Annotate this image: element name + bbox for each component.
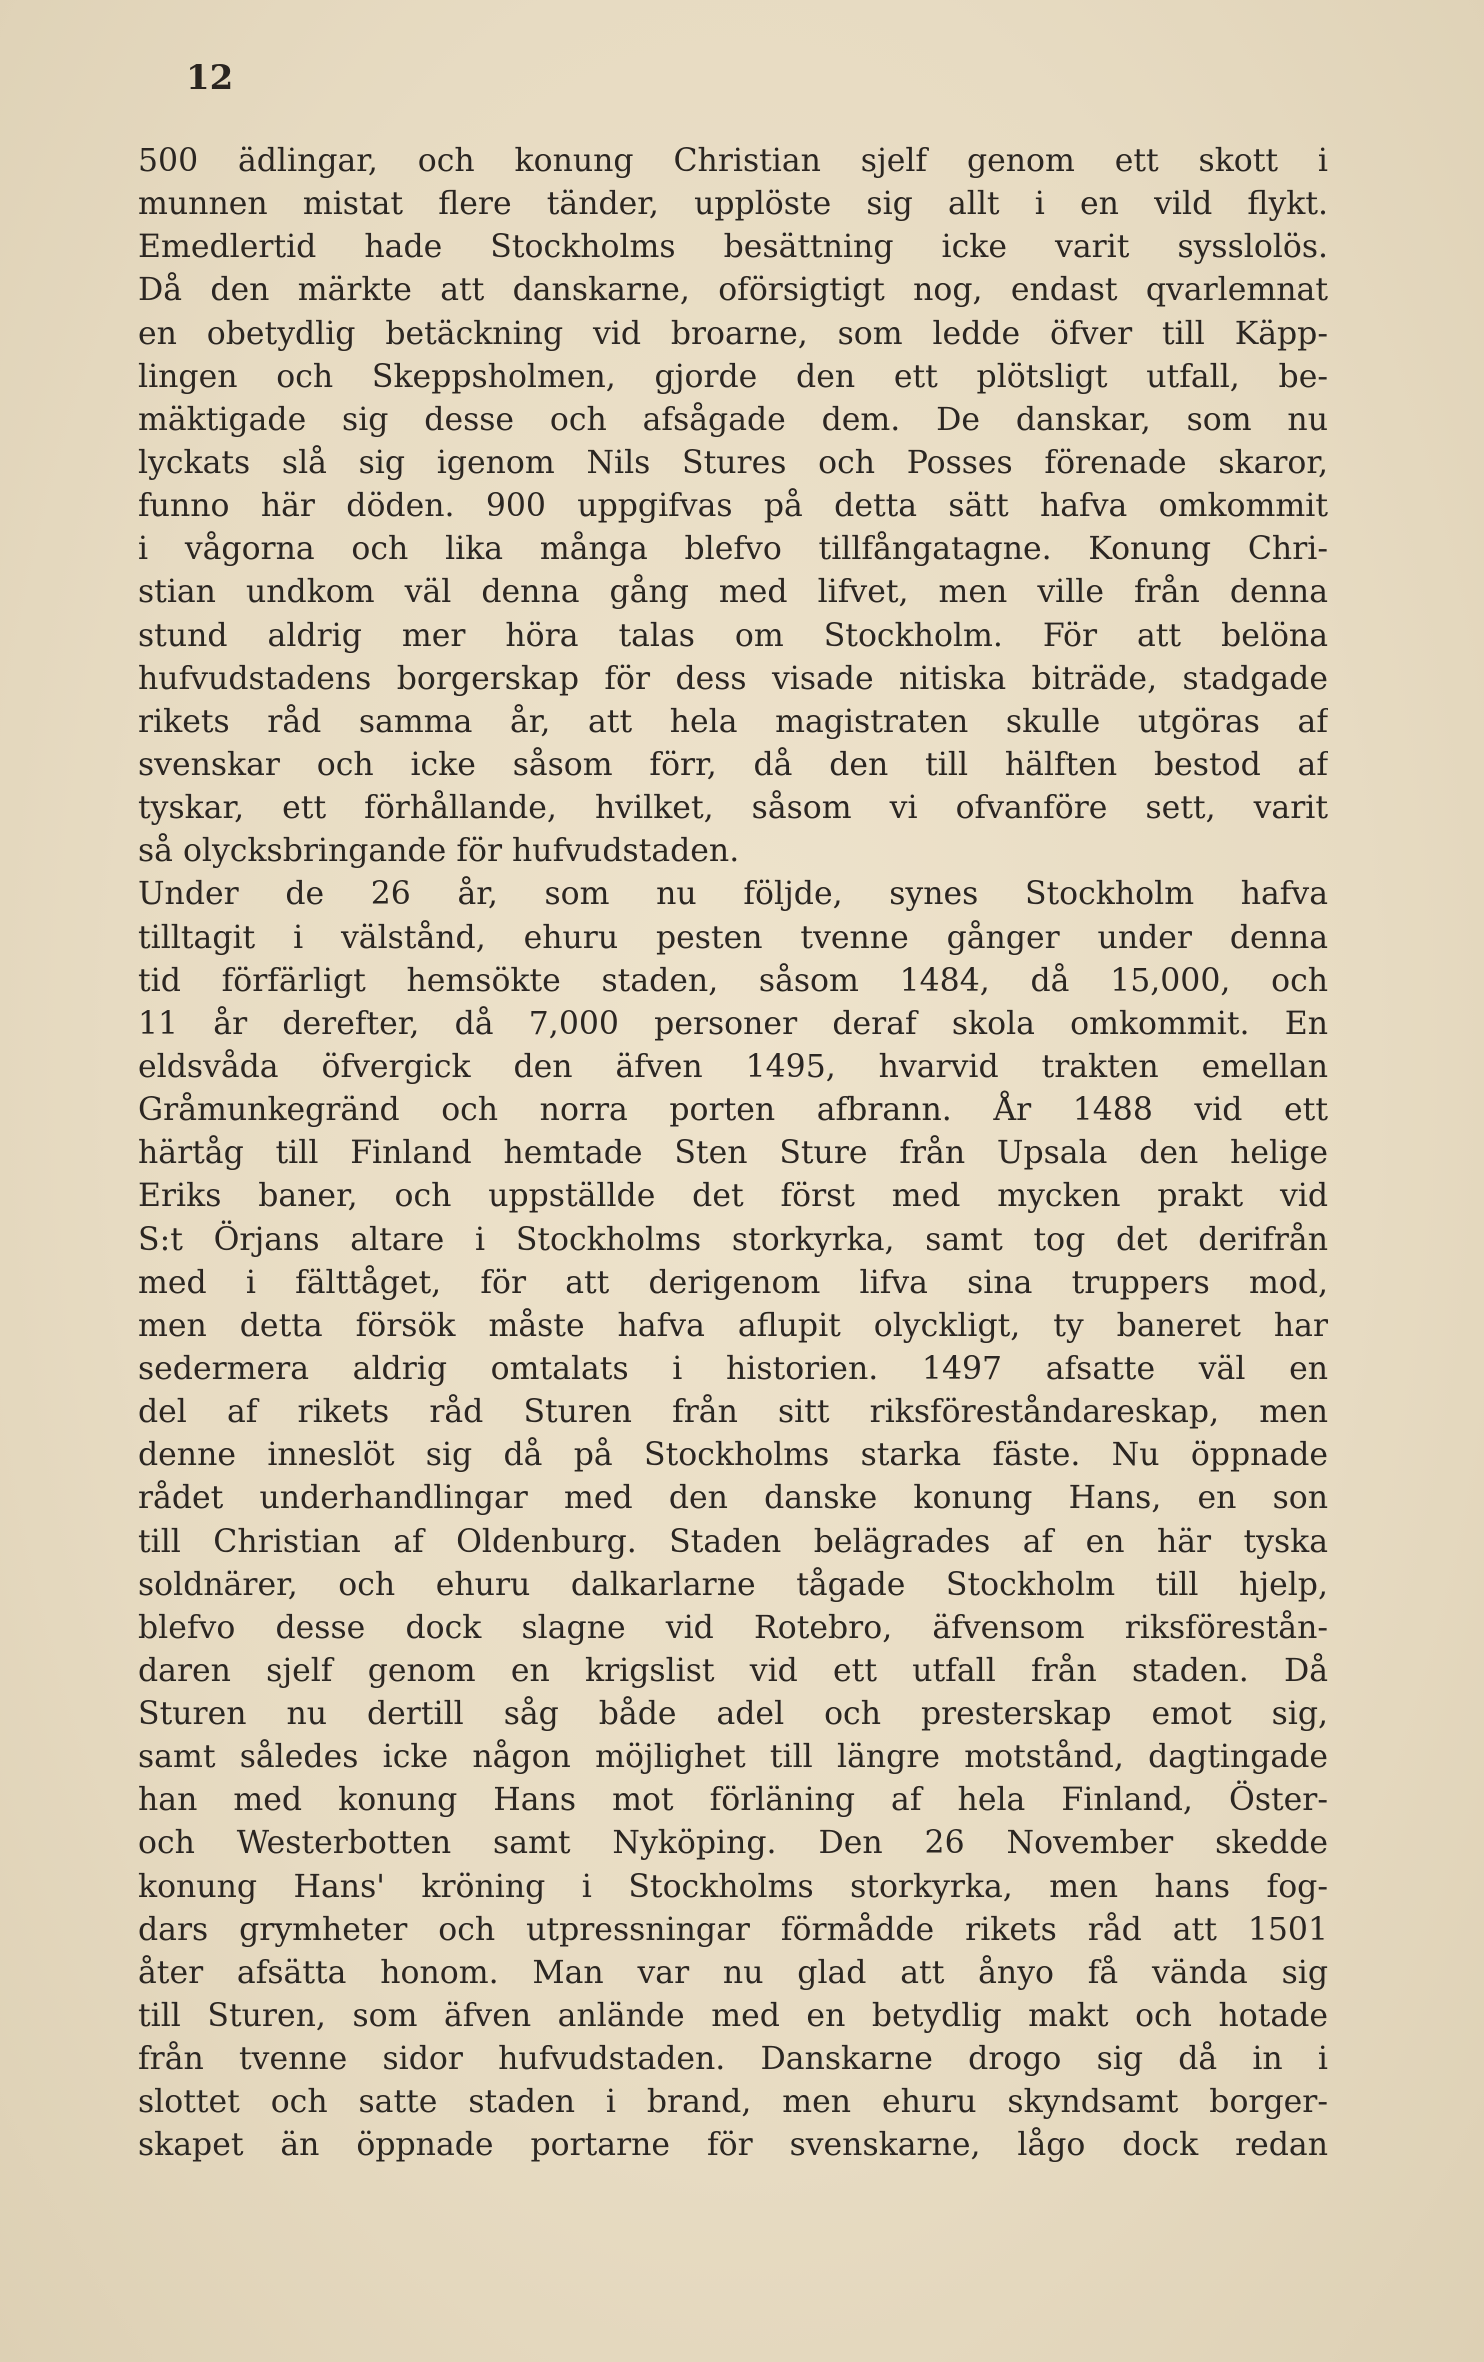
- text-line: 500 ädlingar, och konung Christian sjelf genom ett skott i: [138, 143, 1328, 179]
- text-line: munnen mistat flere tänder, upplöste sig allt i en vild flykt.: [138, 186, 1328, 223]
- text-line: till Sturen, som äfven anlände med en betydlig makt och hotade: [138, 1998, 1328, 2035]
- text-line: lingen och Skeppsholmen, gjorde den ett plötsligt utfall, be-: [138, 358, 1328, 395]
- text-line: till Christian af Oldenburg. Staden belägrades af en här tyska: [138, 1523, 1328, 1560]
- text-line: Under de 26 år, som nu följde, synes Stockholm hafva: [138, 876, 1328, 913]
- text-line: daren sjelf genom en krigslist vid ett utfall från staden. Då: [138, 1652, 1328, 1689]
- text-line: lyckats slå sig igenom Nils Stures och Posses förenade skaror,: [138, 444, 1328, 481]
- text-line: rådet underhandlingar med den danske konung Hans, en son: [138, 1480, 1328, 1517]
- text-line: sedermera aldrig omtalats i historien. 1497 afsatte väl en: [138, 1350, 1328, 1387]
- text-line: tyskar, ett förhållande, hvilket, såsom vi ofvanföre sett, varit: [138, 790, 1328, 827]
- text-line: konung Hans' kröning i Stockholms storkyrka, men hans fog-: [138, 1868, 1328, 1905]
- text-line: i vågorna och lika många blefvo tillfångatagne. Konung Chri-: [138, 531, 1328, 568]
- text-line: han med konung Hans mot förläning af hela Finland, Öster-: [138, 1782, 1328, 1819]
- text-line: Då den märkte att danskarne, oförsigtigt nog, endast qvarlemnat: [138, 272, 1328, 309]
- page-number: 12: [186, 58, 234, 98]
- text-line: tilltagit i välstånd, ehuru pesten tvenne gånger under denna: [138, 919, 1328, 956]
- text-line: Emedlertid hade Stockholms besättning icke varit sysslolös.: [138, 229, 1328, 266]
- text-line: samt således icke någon möjlighet till längre motstånd, dagtingade: [138, 1739, 1328, 1776]
- text-line: stund aldrig mer höra talas om Stockholm. För att belöna: [138, 617, 1328, 654]
- text-line: och Westerbotten samt Nyköping. Den 26 November skedde: [138, 1825, 1328, 1862]
- text-line: härtåg till Finland hemtade Sten Sture från Upsala den helige: [138, 1135, 1328, 1172]
- body-text: [138, 140, 1328, 2168]
- text-line: svenskar och icke såsom förr, då den till hälften bestod af: [138, 746, 1328, 783]
- text-line: funno här döden. 900 uppgifvas på detta sätt hafva omkommit: [138, 488, 1328, 525]
- text-line: med i fälttåget, för att derigenom lifva sina truppers mod,: [138, 1264, 1328, 1301]
- text-line: Gråmunkegränd och norra porten afbrann. År 1488 vid ett: [138, 1092, 1328, 1129]
- text-line: del af rikets råd Sturen från sitt riksföreståndareskap, men: [138, 1394, 1328, 1431]
- text-line: från tvenne sidor hufvudstaden. Danskarne drogo sig då in i: [138, 2041, 1328, 2078]
- text-line: skapet än öppnade portarne för svenskarne, lågo dock redan: [138, 2127, 1328, 2164]
- text-line: åter afsätta honom. Man var nu glad att ånyo få vända sig: [138, 1954, 1328, 1991]
- text-line: dars grymheter och utpressningar förmådde rikets råd att 1501: [138, 1911, 1328, 1948]
- text-line: så olycksbringande för hufvudstaden.: [138, 833, 740, 870]
- text-line: slottet och satte staden i brand, men ehuru skyndsamt borger-: [138, 2084, 1328, 2121]
- text-line: soldnärer, och ehuru dalkarlarne tågade Stockholm till hjelp,: [138, 1566, 1328, 1603]
- text-line: rikets råd samma år, att hela magistraten skulle utgöras af: [138, 703, 1328, 740]
- text-line: en obetydlig betäckning vid broarne, som ledde öfver till Käpp-: [138, 315, 1328, 352]
- text-line: mäktigade sig desse och afsågade dem. De danskar, som nu: [138, 401, 1328, 438]
- text-line: blefvo desse dock slagne vid Rotebro, äfvensom riksförestån-: [138, 1609, 1328, 1646]
- text-line: Eriks baner, och uppställde det först med mycken prakt vid: [138, 1178, 1328, 1215]
- text-line: tid förfärligt hemsökte staden, såsom 1484, då 15,000, och: [138, 962, 1328, 999]
- text-line: Sturen nu dertill såg både adel och presterskap emot sig,: [138, 1696, 1328, 1733]
- text-line: men detta försök måste hafva aflupit olyckligt, ty baneret har: [138, 1307, 1328, 1344]
- text-line: hufvudstadens borgerskap för dess visade nitiska biträde, stadgade: [138, 660, 1328, 697]
- text-line: denne inneslöt sig då på Stockholms starka fäste. Nu öppnade: [138, 1437, 1328, 1474]
- text-line: stian undkom väl denna gång med lifvet, men ville från denna: [138, 574, 1328, 611]
- text-line: 11 år derefter, då 7,000 personer deraf skola omkommit. En: [138, 1005, 1328, 1042]
- text-line: eldsvåda öfvergick den äfven 1495, hvarvid trakten emellan: [138, 1048, 1328, 1085]
- text-line: S:t Örjans altare i Stockholms storkyrka, samt tog det derifrån: [138, 1221, 1328, 1258]
